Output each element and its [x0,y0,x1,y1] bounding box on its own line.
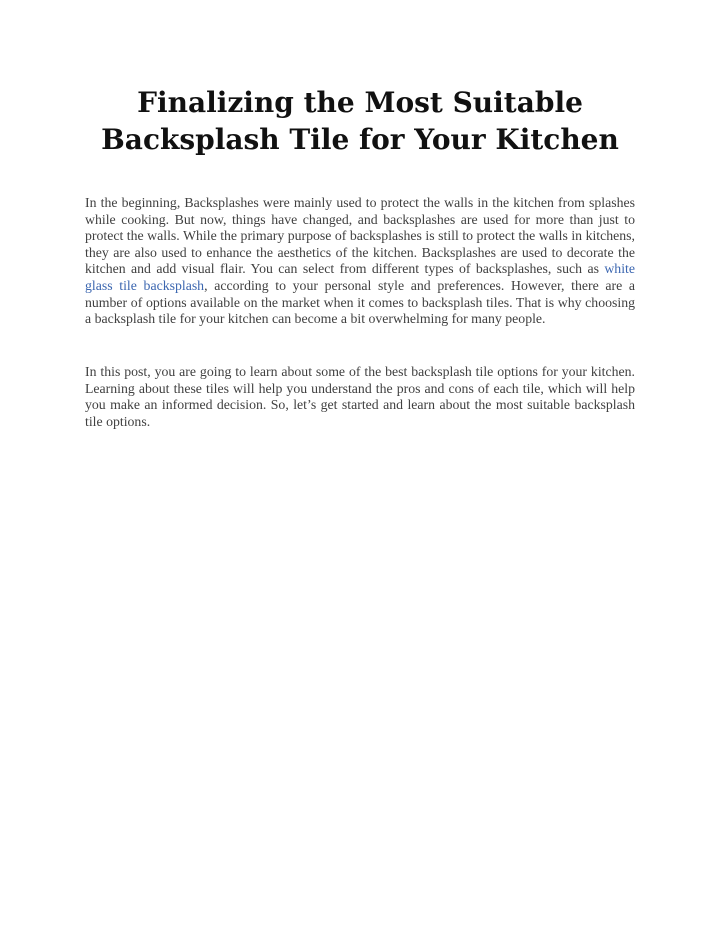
intro-paragraph [85,195,635,328]
intro-text-after-link: , according to your personal style and preferences. However, there are a number of options available on the market when it comes to backsplash tiles. That is why choosing a backsplash tile for your kitchen can become a bit overwhelming for many people. [85,277,636,327]
intro-text-before-link: In the beginning, Backsplashes were mainly used to protect the walls in the kitchen from splashes while cooking. But now, things have changed, and backsplashes are used for more than just to protect the walls. While the primary purpose of backsplashes is still to protect the walls in kitchens, they are also used to enhance the aesthetics of the kitchen. Backsplashes are used to decorate the kitchen and add visual flair. You can select from different types of backsplashes, such as [85,195,635,277]
post-overview-paragraph: In this post, you are going to learn about some of the best backsplash tile options for your kitchen. Learning about these tiles will help you understand the pros and cons of each tile, which will help you make an informed decision. So, let’s get started and learn about the most suitable backsplash tile options. [85,364,635,429]
page-title: Finalizing the Most Suitable Backsplash Tile for Your Kitchen [101,86,619,156]
white-glass-tile-backsplash-link[interactable]: white glass tile backsplash [85,261,635,293]
